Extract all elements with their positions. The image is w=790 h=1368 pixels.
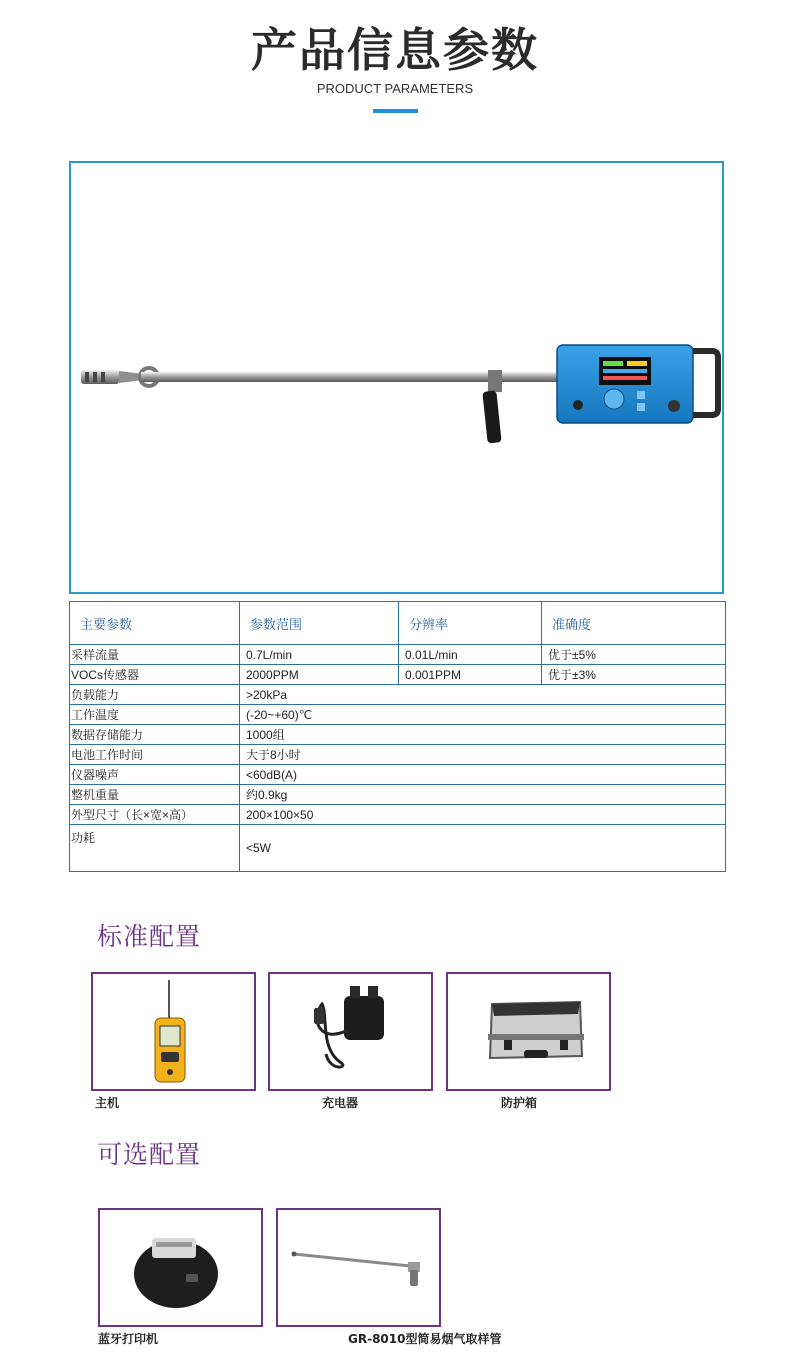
param-name: 整机重量 [70,785,240,805]
optional-item-card [98,1208,263,1327]
header-cell: 准确度 [542,602,726,645]
table-row [70,725,726,745]
param-value: 1000组 [240,725,726,745]
standard-config-title: 标准配置 [97,922,202,951]
param-value: 约0.9kg [240,785,726,805]
param-value: <60dB(A) [240,765,726,785]
param-range: 0.7L/min [240,645,399,665]
table-row [70,765,726,785]
charger-icon [270,974,431,1089]
param-name: VOCs传感器 [70,665,240,685]
table-row [70,785,726,805]
table-header-row [70,602,726,645]
param-name: 电池工作时间 [70,745,240,765]
standard-item-card [268,972,433,1091]
param-name: 外型尺寸（长×宽×高） [70,805,240,825]
title-underline [373,109,418,113]
param-name: 工作温度 [70,705,240,725]
flue-gas-sampling-probe-icon [71,163,722,592]
table-row [70,825,726,872]
param-name: 负载能力 [70,685,240,705]
parameters-table [69,601,726,872]
param-name: 采样流量 [70,645,240,665]
optional-item-caption: GR-8010型简易烟气取样管 [348,1332,502,1346]
param-name: 仪器噪声 [70,765,240,785]
param-accuracy: 优于±5% [542,645,726,665]
header-cell: 分辨率 [399,602,542,645]
header-cell: 参数范围 [240,602,399,645]
gas-detector-icon [93,974,254,1089]
optional-config-title: 可选配置 [97,1140,202,1169]
standard-item-caption: 防护箱 [501,1096,538,1110]
product-image-frame [69,161,724,594]
standard-item-card [91,972,256,1091]
standard-item-caption: 主机 [95,1096,120,1110]
protective-case-icon [448,974,609,1089]
table-row [70,685,726,705]
table-row [70,645,726,665]
optional-item-caption: 蓝牙打印机 [98,1332,159,1346]
table-row [70,705,726,725]
table-row [70,665,726,685]
sampling-tube-icon [278,1210,439,1325]
param-value: <5W [240,825,726,872]
param-value: (-20~+60)℃ [240,705,726,725]
param-value: 大于8小时 [240,745,726,765]
page-subtitle: PRODUCT PARAMETERS [316,81,474,96]
param-accuracy: 优于±3% [542,665,726,685]
param-name: 数据存储能力 [70,725,240,745]
param-name: 功耗 [70,825,240,872]
page-title: 产品信息参数 [251,23,539,77]
standard-item-card [446,972,611,1091]
optional-item-card [276,1208,441,1327]
bluetooth-printer-icon [100,1210,261,1325]
standard-item-caption: 充电器 [322,1096,359,1110]
param-value: >20kPa [240,685,726,705]
header-cell: 主要参数 [70,602,240,645]
param-resolution: 0.001PPM [399,665,542,685]
table-row [70,745,726,765]
param-value: 200×100×50 [240,805,726,825]
param-resolution: 0.01L/min [399,645,542,665]
table-row [70,805,726,825]
param-range: 2000PPM [240,665,399,685]
